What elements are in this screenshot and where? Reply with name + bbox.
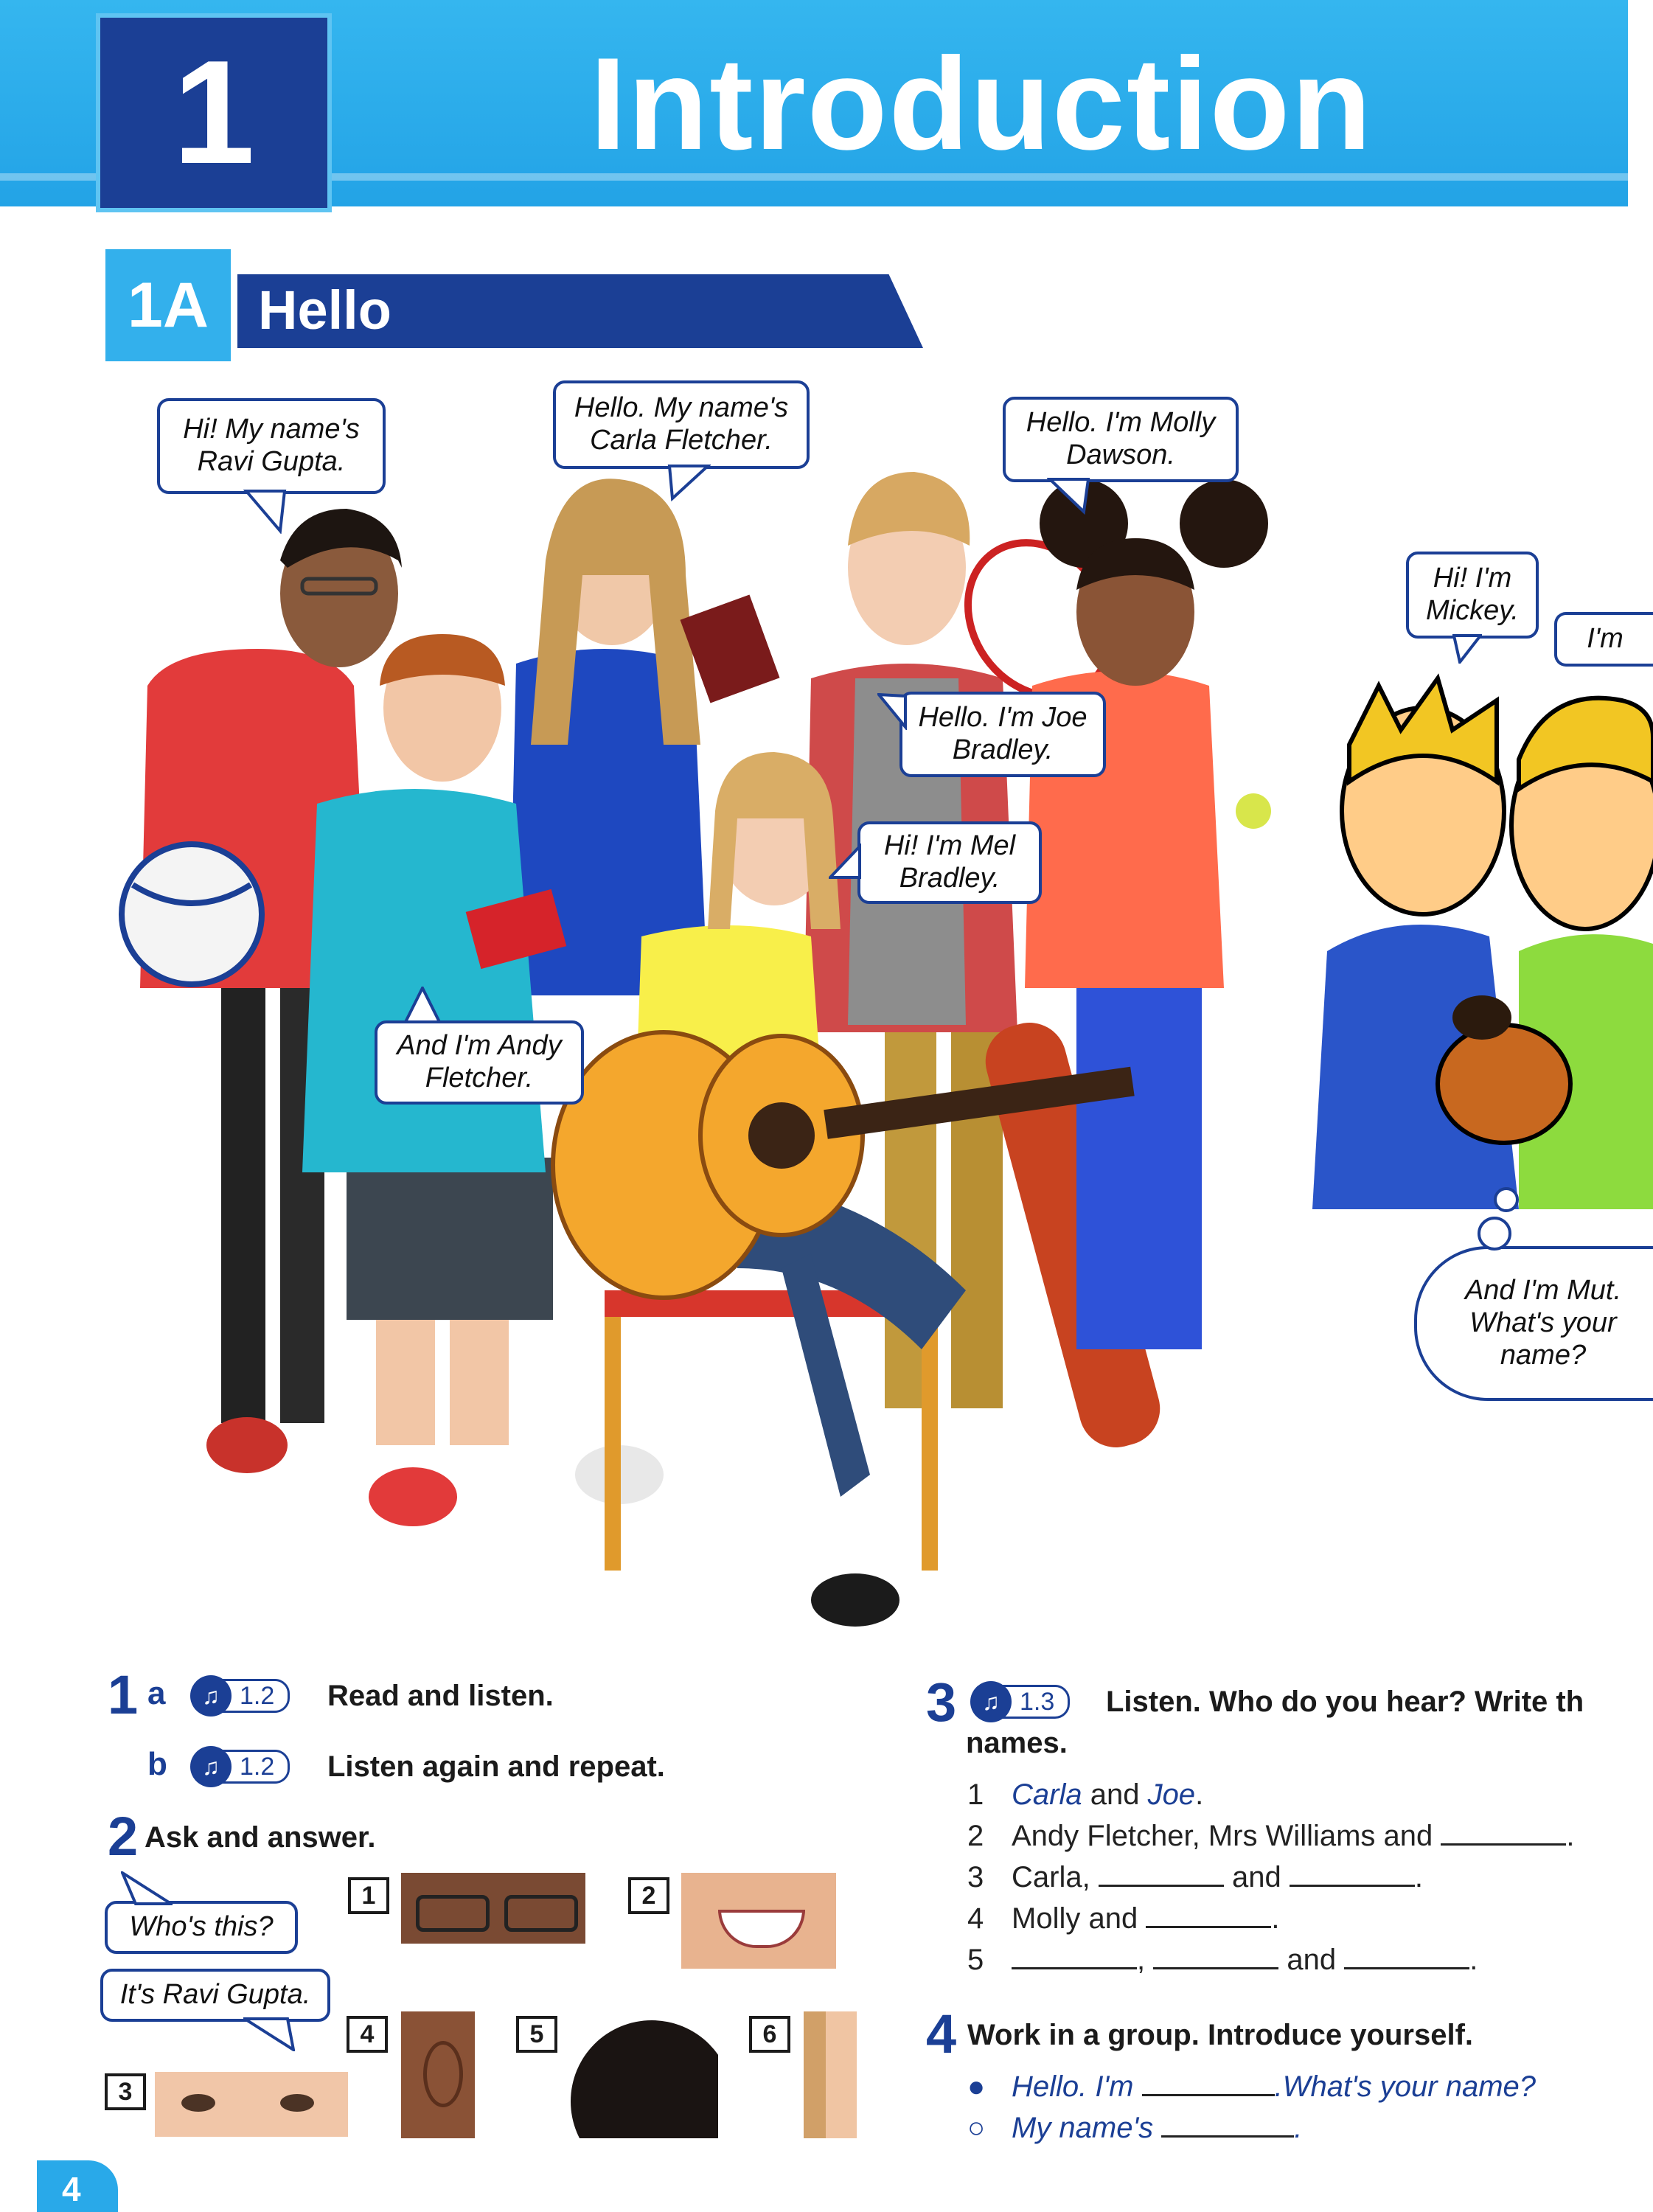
speech-bubble-molly: Hello. I'm Molly Dawson. (1003, 397, 1239, 482)
headphones-icon: ♫ (970, 1681, 1012, 1722)
exercise-4-line-2: ○ My name's . (967, 2112, 1303, 2144)
speech-bubble-mickey: Hi! I'm Mickey. (1406, 552, 1539, 639)
lesson-code: 1A (128, 269, 209, 341)
audio-track-1-2-a[interactable] (190, 1675, 290, 1717)
answer-blank[interactable] (1142, 2072, 1275, 2096)
answer-blank[interactable] (1146, 1904, 1271, 1928)
speech-tail-molly (1047, 478, 1091, 515)
exercise-3-instruction-cont: names. (966, 1727, 1068, 1759)
photo-number-2: 2 (628, 1877, 669, 1914)
speech-tail-andy (404, 987, 441, 1023)
exercise-4-line-1: ● Hello. I'm .What's your name? (967, 2070, 1537, 2103)
exercise-3-item-3: 3 Carla, and . (967, 1861, 1423, 1893)
speech-bubble-andy: And I'm Andy Fletcher. (375, 1020, 584, 1105)
headphones-icon: ♫ (190, 1746, 232, 1787)
exercise-3-item-4: 4 Molly and . (967, 1902, 1280, 1935)
photo-crop-glasses-eyes (401, 1873, 585, 1944)
item-name: Carla (1012, 1778, 1082, 1811)
photo-crop-ear (401, 2011, 475, 2138)
headphones-icon: ♫ (190, 1675, 232, 1717)
speech-bubble-answer: It's Ravi Gupta. (100, 1969, 330, 2022)
exercise-2-number: 2 (108, 1806, 139, 1867)
thought-dot-large (1478, 1217, 1511, 1251)
speech-tail-ravi (243, 490, 288, 534)
photo-crop-eyes (155, 2072, 348, 2137)
exercise-1a-instruction: Read and listen. (327, 1680, 554, 1712)
photo-number-3: 3 (105, 2073, 146, 2110)
speech-tail-question (121, 1871, 173, 1905)
photo-number-5: 5 (516, 2016, 557, 2053)
exercise-4-number: 4 (926, 2003, 957, 2065)
speech-bubble-mel: Hi! I'm Mel Bradley. (857, 821, 1042, 904)
speech-tail-joe (877, 693, 907, 730)
bullet-ring-icon: ○ (967, 2112, 986, 2144)
exercise-2-instruction: Ask and answer. (145, 1821, 376, 1854)
answer-blank[interactable] (1012, 1945, 1137, 1969)
exercise-1b-instruction: Listen again and repeat. (327, 1750, 665, 1783)
speech-bubble-im: I'm (1554, 612, 1653, 667)
photo-crop-hair (571, 2013, 718, 2138)
exercise-1a-letter: a (147, 1675, 166, 1711)
exercise-3-item-1: 1 Carla and Joe. (967, 1778, 1204, 1811)
answer-blank[interactable] (1153, 1945, 1278, 1969)
photo-crop-side-face (804, 2011, 857, 2138)
page-number-tab (37, 2160, 118, 2212)
track-number: 1.3 (994, 1685, 1070, 1719)
thought-text-mut: And I'm Mut. What's your name? (1464, 1275, 1622, 1371)
speech-tail-carla (667, 465, 711, 501)
exercise-1b-letter: b (147, 1746, 167, 1782)
exercise-4-instruction: Work in a group. Introduce yourself. (967, 2019, 1473, 2051)
exercise-3-item-5: 5 , and . (967, 1944, 1478, 1976)
answer-blank[interactable] (1441, 1821, 1566, 1846)
item-name: Joe (1147, 1778, 1196, 1811)
speech-bubble-carla: Hello. My name's Carla Fletcher. (553, 380, 810, 469)
answer-blank[interactable] (1290, 1863, 1415, 1887)
unit-number: 1 (173, 30, 255, 195)
answer-blank[interactable] (1344, 1945, 1469, 1969)
audio-track-1-2-b[interactable] (190, 1746, 290, 1787)
unit-title: Introduction (590, 30, 1374, 177)
photo-number-6: 6 (749, 2016, 790, 2053)
thought-dot-small (1494, 1187, 1519, 1212)
exercise-3-number: 3 (926, 1672, 957, 1733)
cartoon-boys (1312, 678, 1653, 1209)
photo-number-1: 1 (348, 1877, 389, 1914)
track-number: 1.2 (214, 1750, 290, 1784)
photo-number-4: 4 (347, 2016, 388, 2053)
exercise-3-instruction: Listen. Who do you hear? Write th (1106, 1686, 1584, 1718)
answer-blank[interactable] (1161, 2113, 1294, 2138)
track-number: 1.2 (214, 1679, 290, 1713)
photo-crop-smile (681, 1873, 836, 1969)
exercise-3-item-2: 2 Andy Fletcher, Mrs Williams and . (967, 1820, 1575, 1852)
audio-track-1-3[interactable] (970, 1681, 1070, 1722)
speech-tail-answer (243, 2017, 295, 2051)
speech-bubble-question: Who's this? (105, 1901, 298, 1954)
bullet-icon: ● (967, 2070, 986, 2103)
answer-blank[interactable] (1099, 1863, 1224, 1887)
lesson-title: Hello (258, 279, 392, 341)
speech-bubble-ravi: Hi! My name's Ravi Gupta. (157, 398, 386, 494)
page-number: 4 (62, 2170, 81, 2208)
exercise-1-number: 1 (108, 1664, 139, 1725)
speech-bubble-joe: Hello. I'm Joe Bradley. (899, 692, 1106, 777)
speech-tail-mel (829, 844, 861, 880)
speech-tail-mickey (1452, 634, 1482, 664)
